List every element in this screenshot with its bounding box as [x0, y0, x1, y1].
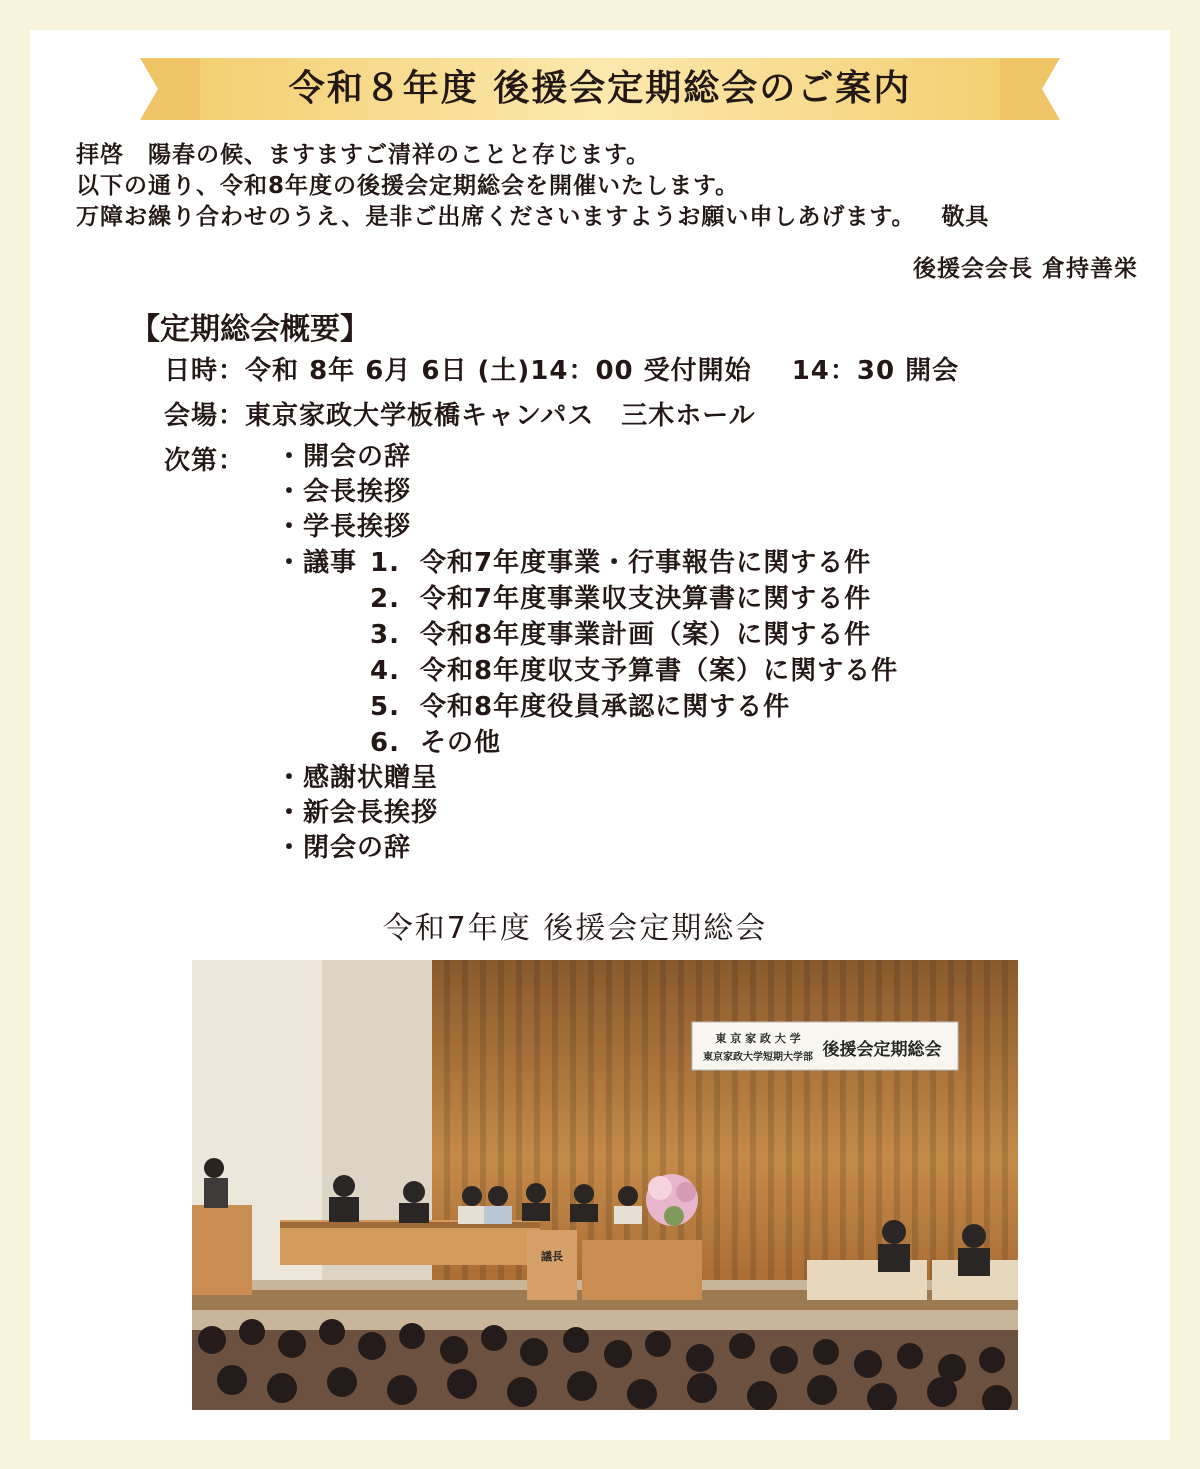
- program-item: ・開会の辞: [276, 442, 412, 472]
- agenda-text: 令和8年度事業計画（案）に関する件: [420, 620, 872, 650]
- venue-value: 東京家政大学板橋キャンパス 三木ホール: [245, 401, 756, 431]
- agenda-row-5: [276, 689, 898, 725]
- agenda-row-1: [276, 545, 898, 581]
- agenda-text: 令和8年度収支予算書（案）に関する件: [420, 656, 899, 686]
- podium-sign: 議長: [541, 1250, 563, 1263]
- agenda-text: その他: [420, 728, 502, 758]
- program-item: ・閉会の辞: [276, 833, 412, 863]
- agenda-text: 令和8年度役員承認に関する件: [420, 692, 791, 722]
- meeting-photo-illustration: [192, 960, 1018, 1410]
- program-label: 次第：: [164, 446, 246, 476]
- agenda-num: 4.: [370, 656, 400, 686]
- greeting-line-3-text: 万障お繰り合わせのうえ、是非ご出席くださいますようお願い申しあげます。: [76, 204, 916, 230]
- agenda-num: 1.: [370, 548, 400, 578]
- venue-row: [164, 395, 756, 432]
- agenda-text: 令和7年度事業収支決算書に関する件: [420, 584, 872, 614]
- agenda-num: 2.: [370, 584, 400, 614]
- banner-line-2: 東京家政大学短期大学部: [703, 1052, 813, 1063]
- agenda-row-4: [276, 653, 898, 689]
- program-item: ・学長挨拶: [276, 512, 412, 542]
- overview-heading: 【定期総会概要】: [130, 312, 370, 347]
- opening-time: 14：30 開会: [791, 356, 960, 386]
- page-title: 令和８年度 後援会定期総会のご案内: [288, 68, 912, 109]
- agenda-text: 令和7年度事業・行事報告に関する件: [420, 548, 872, 578]
- program-item: ・感謝状贈呈: [276, 763, 439, 793]
- program-item: ・新会長挨拶: [276, 798, 439, 828]
- greeting-line-2: 以下の通り、令和8年度の後援会定期総会を開催いたします。: [76, 173, 740, 199]
- program-item-proceedings: ・議事: [276, 548, 358, 578]
- meeting-photo: [192, 960, 1018, 1410]
- agenda-num: 5.: [370, 692, 400, 722]
- venue-label: 会場：: [164, 401, 246, 431]
- greeting-line-1: 拝啓 陽春の候、ますますご清祥のことと存じます。: [76, 142, 651, 168]
- agenda-row-3: [276, 617, 898, 653]
- datetime-row: [164, 350, 959, 387]
- agenda-row-6: [276, 725, 898, 761]
- agenda-num: 6.: [370, 728, 400, 758]
- greeting-text: [76, 140, 1146, 233]
- greeting-line-3: [76, 202, 1146, 233]
- banner-main: 後援会定期総会: [822, 1040, 942, 1060]
- datetime-label: 日時：: [164, 356, 246, 386]
- banner-line-1: 東 京 家 政 大 学: [715, 1032, 801, 1045]
- closing-word: 敬具: [941, 204, 990, 230]
- chair-podium: [527, 1230, 577, 1300]
- photo-caption: 令和7年度 後援会定期総会: [382, 911, 768, 946]
- program-item: ・会長挨拶: [276, 477, 412, 507]
- title-ribbon: [140, 58, 1060, 120]
- datetime-value: 令和 8年 6月 6日 (土)14：00 受付開始: [245, 356, 752, 386]
- program-list: [276, 440, 898, 866]
- signature: 後援会会長 倉持善栄: [912, 256, 1138, 282]
- agenda-num: 3.: [370, 620, 400, 650]
- agenda-row-2: [276, 581, 898, 617]
